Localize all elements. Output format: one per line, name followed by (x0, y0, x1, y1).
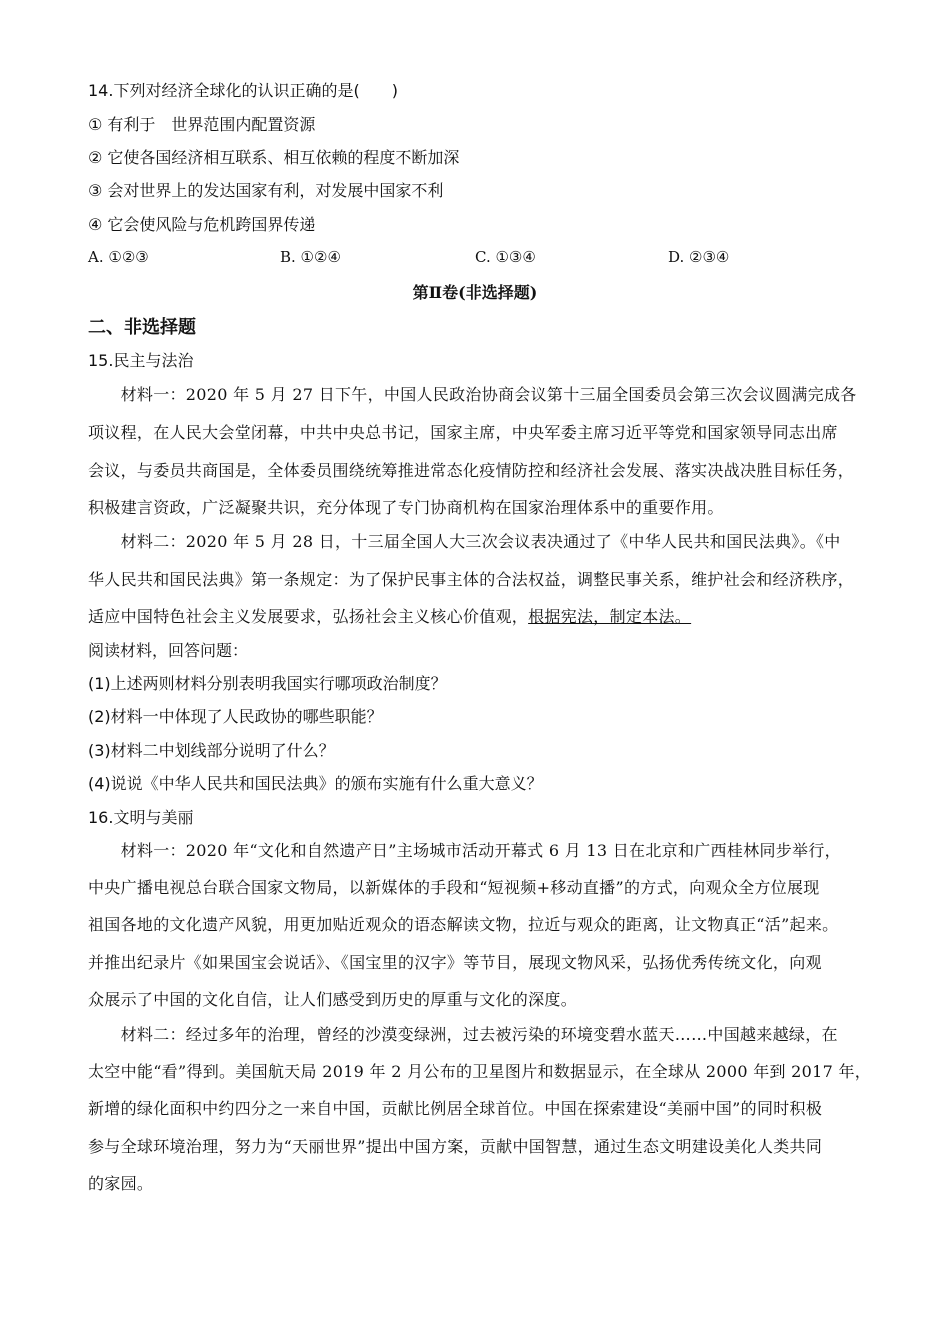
q15-underlined-text: 根据宪法，制定本法。 (528, 607, 692, 626)
q15-question-2: (2)材料一中体现了人民政协的哪些职能？ (88, 707, 383, 726)
q16-material1-line: 众展示了中国的文化自信，让人们感受到历史的厚重与文化的深度。 (88, 990, 578, 1009)
q14-item-2: ② 它使各国经济相互联系、相互依赖的程度不断加深 (88, 148, 460, 167)
q16-material1-line: 材料一：2020 年“文化和自然遗产日”主场城市活动开幕式 6 月 13 日在北京和广西桂林同步举行， (88, 841, 841, 860)
q14-option-d[interactable]: D. ②③④ (668, 248, 730, 266)
q14-stem: 14.下列对经济全球化的认识正确的是( ) (88, 81, 398, 100)
q15-title: 15.民主与法治 (88, 351, 194, 370)
q15-material2-last-line (88, 606, 858, 628)
q15-question-3: (3)材料二中划线部分说明了什么？ (88, 741, 335, 760)
q14-option-a[interactable]: A. ①②③ (88, 248, 149, 266)
q15-material2-line: 华人民共和国民法典》第一条规定：为了保护民事主体的合法权益，调整民事关系，维护社会和经济秩序， (88, 570, 855, 589)
q15-question-1: (1)上述两则材料分别表明我国实行哪项政治制度？ (88, 674, 447, 693)
section-title: 第Ⅱ卷(非选择题) (412, 283, 538, 302)
q15-material1-line: 会议，与委员共商国是，全体委员围绕统筹推进常态化疫情防控和经济社会发展、落实决战决胜目标任务， (88, 461, 855, 480)
q16-material2-line: 新增的绿化面积中约四分之一来自中国，贡献比例居全球首位。中国在探索建设“美丽中国”的同时积极 (88, 1099, 823, 1118)
q16-material2-line: 参与全球环境治理，努力为“天丽世界”提出中国方案，贡献中国智慧，通过生态文明建设美化人类共同 (88, 1137, 823, 1156)
q16-material1-line: 祖国各地的文化遗产风貌，用更加贴近观众的语态解读文物，拉近与观众的距离，让文物真正“活”起来。 (88, 915, 839, 934)
section-heading: 二、非选择题 (88, 317, 196, 338)
q16-material2-line: 太空中能“看”得到。美国航天局 2019 年 2 月公布的卫星图片和数据显示，在全球从 2000 年到 2017 年， (88, 1062, 872, 1081)
q16-material2-line: 材料二：经过多年的治理，曾经的沙漠变绿洲，过去被污染的环境变碧水蓝天……中国越来越绿，在 (88, 1025, 838, 1044)
q15-material1-line: 积极建言资政，广泛凝聚共识，充分体现了专门协商机构在国家治理体系中的重要作用。 (88, 498, 724, 517)
q16-material1-line: 并推出纪录片《如果国宝会说话》、《国宝里的汉字》等节目，展现文物风采，弘扬优秀传统文化，向观 (88, 953, 822, 972)
q16-title: 16.文明与美丽 (88, 808, 194, 827)
q14-item-3: ③ 会对世界上的发达国家有利，对发展中国家不利 (88, 181, 444, 200)
q14-options (88, 248, 848, 270)
q16-material2-line: 的家园。 (88, 1174, 154, 1193)
q14-option-c[interactable]: C. ①③④ (475, 248, 536, 266)
q15-material1-line: 材料一：2020 年 5 月 27 日下午，中国人民政治协商会议第十三届全国委员会第三次会议圆满完成各 (88, 385, 857, 404)
q14-option-b[interactable]: B. ①②④ (280, 248, 341, 266)
q15-question-4: (4)说说《中华人民共和国民法典》的颁布实施有什么重大意义？ (88, 774, 543, 793)
q15-material2-line: 材料二：2020 年 5 月 28 日，十三届全国人大三次会议表决通过了《中华人民共和国民法典》。《中 (88, 532, 841, 551)
q14-item-4: ④ 它会使风险与危机跨国界传递 (88, 215, 316, 234)
q16-material1-line: 中央广播电视总台联合国家文物局，以新媒体的手段和“短视频+移动直播”的方式，向观众全方位展现 (88, 878, 820, 897)
q14-item-1: ① 有利于 世界范围内配置资源 (88, 115, 316, 134)
q15-prompt: 阅读材料，回答问题： (88, 641, 249, 660)
q15-material1-line: 项议程，在人民大会堂闭幕，中共中央总书记，国家主席，中央军委主席习近平等党和国家领导同志出席 (88, 423, 838, 442)
q15-material2-plain: 适应中国特色社会主义发展要求，弘扬社会主义核心价值观， (88, 607, 529, 626)
